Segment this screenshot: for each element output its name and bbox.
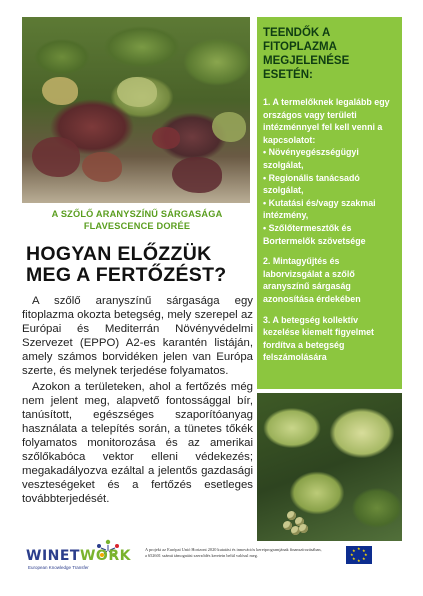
- step-1: [263, 96, 395, 247]
- body-paragraph-2: Azokon a területeken, ahol a fertőzés még nem jelent meg, alapvető fontossággal bír, tanúsított, egészséges szaporítóanyag használata a telepítés során, a tünetes tőkék folyamatos monitorozása és az amerikai szőlőkabóca vektor elleni védekezés; megakadályozva ezáltal a jelentős gazdasági veszteségeket és a fertőzés esetleges továbbterjedését.: [22, 380, 253, 506]
- logo-part-2: WORK: [79, 548, 131, 564]
- caption-line-2: FLAVESCENCE DORÉE: [83, 221, 191, 231]
- step-1-item: • Kutatási és/vagy szakmai intézmény,: [263, 197, 376, 221]
- body-paragraph-1: A szőlő aranyszínű sárgasága egy fitoplazma okozta betegség, mely szerepel az Európai és Mediterrán Növényvédelmi Szervezet (EPPO) A2-es karantén listáján, amely számos borvidéken jelen van Európa szerte, és melynek terjedése folyamatos.: [22, 295, 253, 378]
- logo-wordmark: [26, 548, 131, 564]
- panel-title: TEENDŐK A FITOPLAZMA MEGJELENÉSE ESETÉN:: [263, 27, 350, 81]
- panel-steps: [263, 96, 395, 372]
- step-2: 2. Mintagyűjtés és laborvizsgálat a szőlő aranyszínű sárgaság azonosítása érdekében: [263, 256, 361, 304]
- vineyard-photo: [22, 17, 250, 203]
- logo-subtitle: European Knowledge Transfer: [28, 565, 89, 570]
- headline-line-2: MEG A FERTŐZÉST?: [26, 264, 227, 286]
- step-1-intro: 1. A termelőknek legalább egy országos vagy területi intézménnyel fel kell venni a kapcsolatot:: [263, 97, 390, 145]
- step-1-item: • Regionális tanácsadó szolgálat,: [263, 172, 360, 196]
- headline-line-1: HOGYAN ELŐZZÜK: [26, 243, 212, 265]
- eu-flag-icon: ★ ★ ★ ★ ★ ★ ★ ★: [346, 546, 372, 564]
- page-headline: [26, 244, 256, 286]
- photo-caption: [22, 208, 252, 232]
- grape-leaves-photo: [257, 393, 402, 541]
- step-3: 3. A betegség kollektív kezelése kiemelt figyelmet fordítva a betegség felszámolására: [263, 314, 374, 363]
- body-text: [22, 294, 253, 507]
- step-1-item: • Növényegészségügyi szolgálat,: [263, 147, 359, 170]
- caption-line-1: A SZŐLŐ ARANYSZÍNŰ SÁRGASÁGA: [51, 209, 223, 219]
- step-1-item: • Szőlőtermesztők és Bortermelők szövetsége: [263, 222, 366, 246]
- logo-part-1: WINET: [26, 548, 80, 564]
- funding-footnote: A projekt az Európai Unió Horizont 2020 kutatási és innovációs keretprogramjának finanszírozásában, a 652601 számú támogatási szerződés keretein belül valósul meg.: [145, 547, 322, 558]
